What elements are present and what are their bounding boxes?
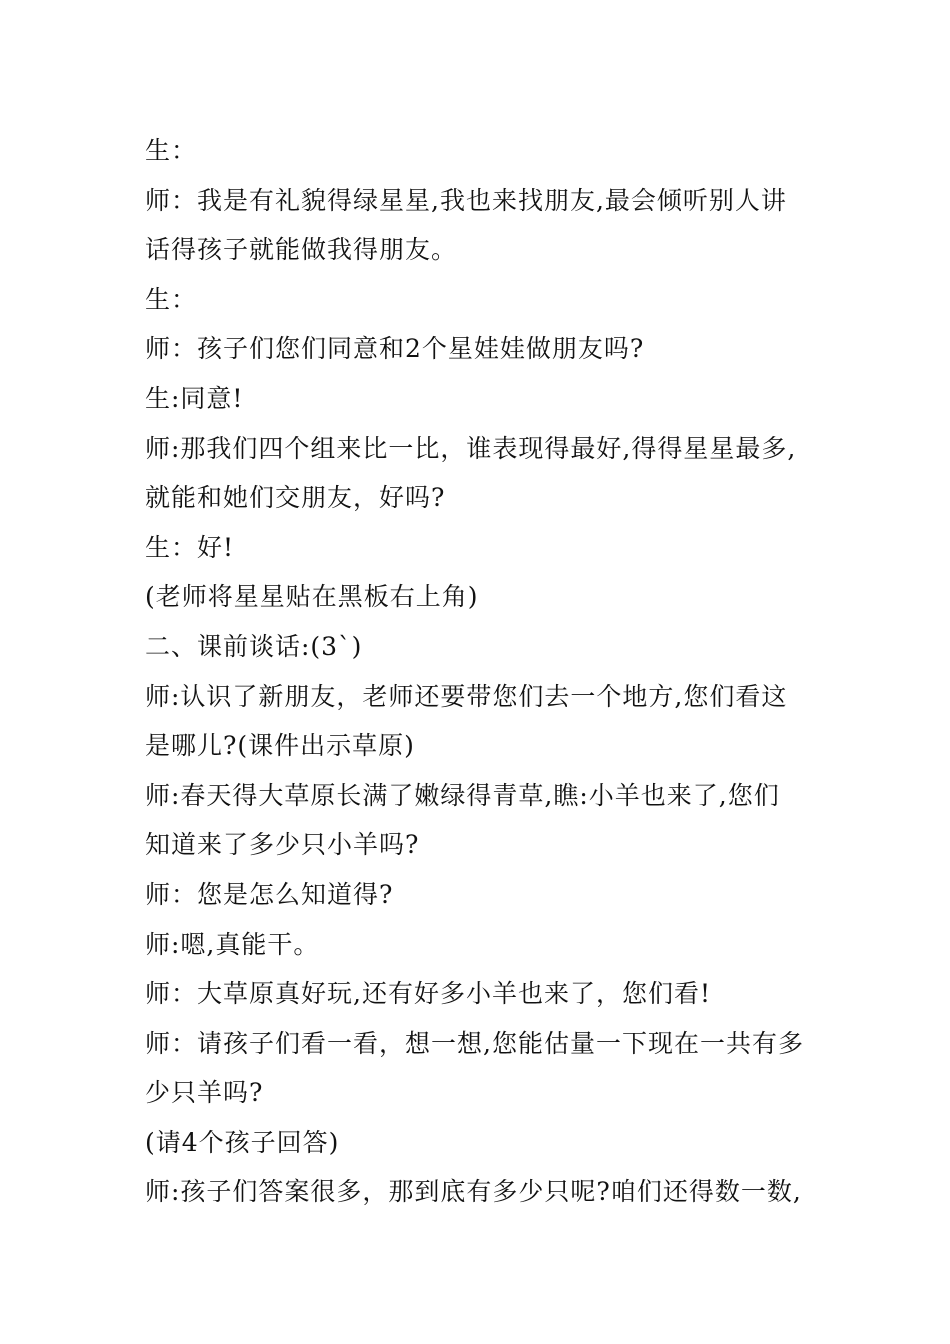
text-line: 生： bbox=[145, 284, 198, 314]
text-line: 师:认识了新朋友，老师还要带您们去一个地方,您们看这 bbox=[145, 681, 788, 711]
text-line: 生：好! bbox=[145, 532, 235, 562]
text-line: 生： bbox=[145, 136, 198, 165]
text-line: 就能和她们交朋友，好吗? bbox=[145, 483, 446, 513]
text-line: 师:嗯,真能干。 bbox=[145, 929, 320, 959]
text-line: 师:孩子们答案很多，那到底有多少只呢?咱们还得数一数, bbox=[145, 1177, 802, 1207]
section-heading: 二、课前谈话:(3`) bbox=[145, 631, 363, 661]
text-line: 师：大草原真好玩,还有好多小羊也来了，您们看! bbox=[145, 979, 711, 1009]
text-line: 知道来了多少只小羊吗? bbox=[145, 830, 420, 860]
text-line: 师:春天得大草原长满了嫩绿得青草,瞧:小羊也来了,您们 bbox=[145, 780, 780, 810]
text-line: 话得孩子就能做我得朋友。 bbox=[145, 235, 458, 265]
text-line: (请4个孩子回答) bbox=[145, 1127, 340, 1157]
text-line: 少只羊吗? bbox=[145, 1078, 264, 1108]
text-line: 师：孩子们您们同意和2个星娃娃做朋友吗? bbox=[145, 334, 645, 364]
text-line: 生:同意! bbox=[145, 383, 244, 413]
document-body bbox=[145, 126, 805, 1217]
text-line: 师:那我们四个组来比一比，谁表现得最好,得得星星最多, bbox=[145, 433, 797, 463]
text-line: 师：我是有礼貌得绿星星,我也来找朋友,最会倾听别人讲 bbox=[145, 185, 787, 215]
text-line: 师：您是怎么知道得? bbox=[145, 879, 394, 909]
text-line: (老师将星星贴在黑板右上角) bbox=[145, 582, 479, 612]
text-line: 师：请孩子们看一看，想一想,您能估量一下现在一共有多 bbox=[145, 1028, 804, 1058]
text-line: 是哪儿?(课件出示草原) bbox=[145, 731, 415, 761]
